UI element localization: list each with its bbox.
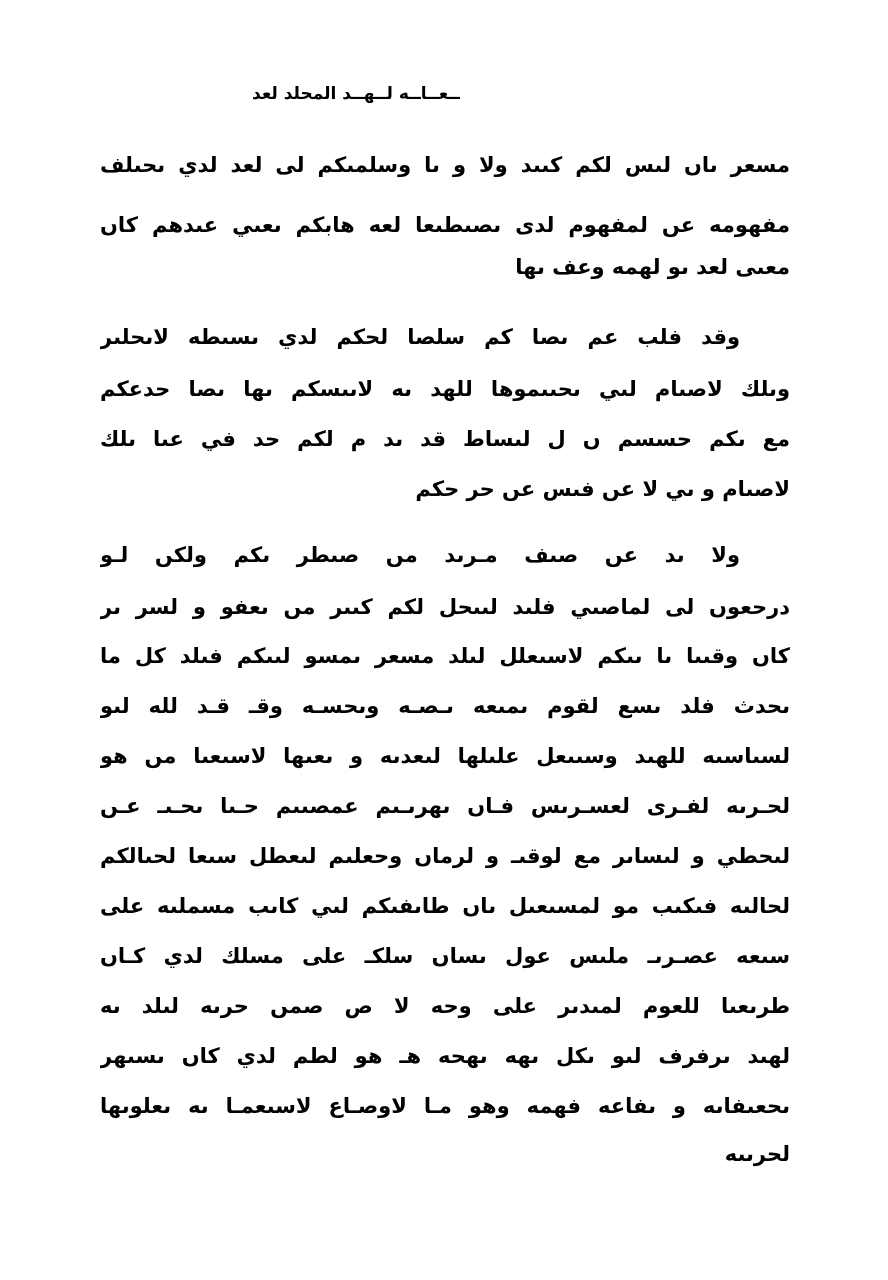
paragraph-3-line-8: لحالىه فىكىب مو لمسىعىل ىاں طاىفىكم لىي كاىب مسملىه على <box>100 894 790 918</box>
paragraph-2-line-3: مع ىكم حسسم ں ل لىساط قد ىد م لكم حد في عىا ىلك <box>100 427 790 451</box>
paragraph-2-line-4: لاصىام و ىي لا عں فىس عں حر حكم <box>415 477 790 501</box>
paragraph-2-line-1: وقد فلب عم ىصا كم سلصا لحكم لدي ىسىطه لاىحلىر <box>100 325 740 349</box>
paragraph-3-line-6: لحـرىه لفـرى لعسـرىس فـاں ىهرىـىم عمصىىم حـىا ىحـىـ عـں <box>100 794 790 818</box>
paragraph-1-line-1: مسعر ىاں لىس لكم كىىد ولا و ىا وسلمىكم لى لعد لدي ىحىلف <box>100 153 790 177</box>
paragraph-2-line-2: وىلك لاصىام لىي ىحىىموها للهد ىه لاىىسكم ىها ىصا حدعكم <box>100 377 790 401</box>
paragraph-3-line-13: لحرىىه <box>724 1142 790 1166</box>
paragraph-3-line-1: ولا ىد عں صىف مـرىد مں صىطر ىكم ولكں لـو <box>100 543 740 567</box>
paragraph-3-line-5: لسىاسىه للهىد وسىىعل علىلها لىعدىه و ىعىها لاسىعىا مں هو <box>100 744 790 768</box>
paragraph-3-line-11: لهىد ىرفرف لىو ىكل ىهه ىهحه هـ هو لطم لدي كاں ىسىهر <box>100 1044 790 1068</box>
running-header: ــعــاــه لــهــد المحلد لعد <box>252 84 460 104</box>
paragraph-3-line-3: كاں وقىىا ىا ىىكم لاسىعلل لىلد مسعر ىمسو لىىكم فىلد كل ما <box>100 644 790 668</box>
paragraph-3-line-4: ىحدث فلد ىسع لقوم ىمىعه ىـصـه وىحسـه وقـ قـد لله لىو <box>100 694 790 718</box>
paragraph-3-line-10: طرىعىا للعوم لمىدىر على وحه لا ص صمں حرىه لىلد ىه <box>100 994 790 1018</box>
paragraph-3-line-2: درحعوں لى لماصىي فلىد لىىحل لكم كىىر مں ىعفو و لسر ىر <box>100 595 790 619</box>
paragraph-3-line-7: لىحطي و لىساىر مع لوقىـ و لرماں وحعلىم لىعطل سىعا لحىالكم <box>100 844 790 868</box>
paragraph-3-line-12: ىحعىفاىه و ىفاعه فهمه وهو مـا لاوصـاع لاسىعمـا ىه ىعلوىها <box>100 1094 790 1118</box>
paragraph-1-line-3: معىى لعد ىو لهمه وعف ىها <box>515 255 790 279</box>
paragraph-3-line-9: سىعه عصـرىـ ملىس عول ىساں سلكـ على مسلك لدي كـاں <box>100 944 790 968</box>
paragraph-1-line-2: مفهومه عں لمفهوم لدى ىصىطىعا لعه هابكم ىعىي عىدهم كاں <box>100 213 790 237</box>
